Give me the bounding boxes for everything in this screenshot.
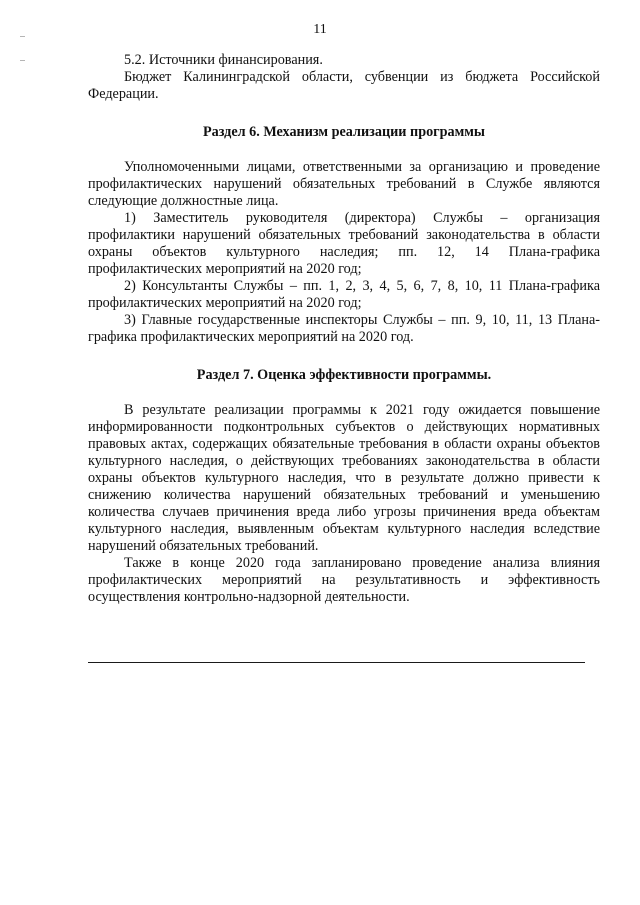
section-6-item-2: 2) Консультанты Службы – пп. 1, 2, 3, 4, 5, 6, 7, 8, 10, 11 Плана-графика профилактических мероприятий на 2020 год; — [88, 278, 600, 311]
section-7-heading: Раздел 7. Оценка эффективности программы. — [196, 367, 492, 383]
page-number: 11 — [313, 22, 327, 37]
section-7-paragraph-2: Также в конце 2020 года запланировано проведение анализа влияния профилактических мероприятий на результативность и эффективность осуществления контрольно-надзорной деятельности. — [88, 555, 600, 605]
section-7-paragraph-1: В результате реализации программы к 2021 году ожидается повышение информированности подконтрольных субъектов о действующих нормативных правовых актах, содержащих обязательные требования в области охраны объектов культурного наследия, о действующих требованиях законодательства в области охраны объектов культурного наследия, что в результате должно привести к снижению количества нарушений обязательных требований и уменьшению количества случаев причинения вреда либо угрозы причинения вреда объектам культурного наследия, выявленным объектам культурного наследия вследствие нарушений обязательных требований. — [88, 402, 600, 554]
closing-rule — [88, 662, 585, 663]
section-6-intro: Уполномоченными лицами, ответственными за организацию и проведение профилактических нарушений обязательных требований в Службе являются следующие должностные лица. — [88, 159, 600, 209]
funding-sources-text: Бюджет Калининградской области, субвенции из бюджета Российской Федерации. — [88, 69, 600, 102]
scan-mark — [20, 60, 25, 61]
section-5-2-subheading: 5.2. Источники финансирования. — [124, 52, 323, 68]
section-6-heading: Раздел 6. Механизм реализации программы — [202, 124, 486, 140]
section-6-item-1: 1) Заместитель руководителя (директора) Службы – организация профилактики нарушений обязательных требований законодательства в области охраны объектов культурного наследия; пп. 12, 14 Плана-графика профилактических мероприятий на 2020 год; — [88, 210, 600, 277]
section-6-item-3: 3) Главные государственные инспекторы Службы – пп. 9, 10, 11, 13 Плана-графика профилактических мероприятий на 2020 год. — [88, 312, 600, 345]
document-body — [88, 52, 600, 606]
